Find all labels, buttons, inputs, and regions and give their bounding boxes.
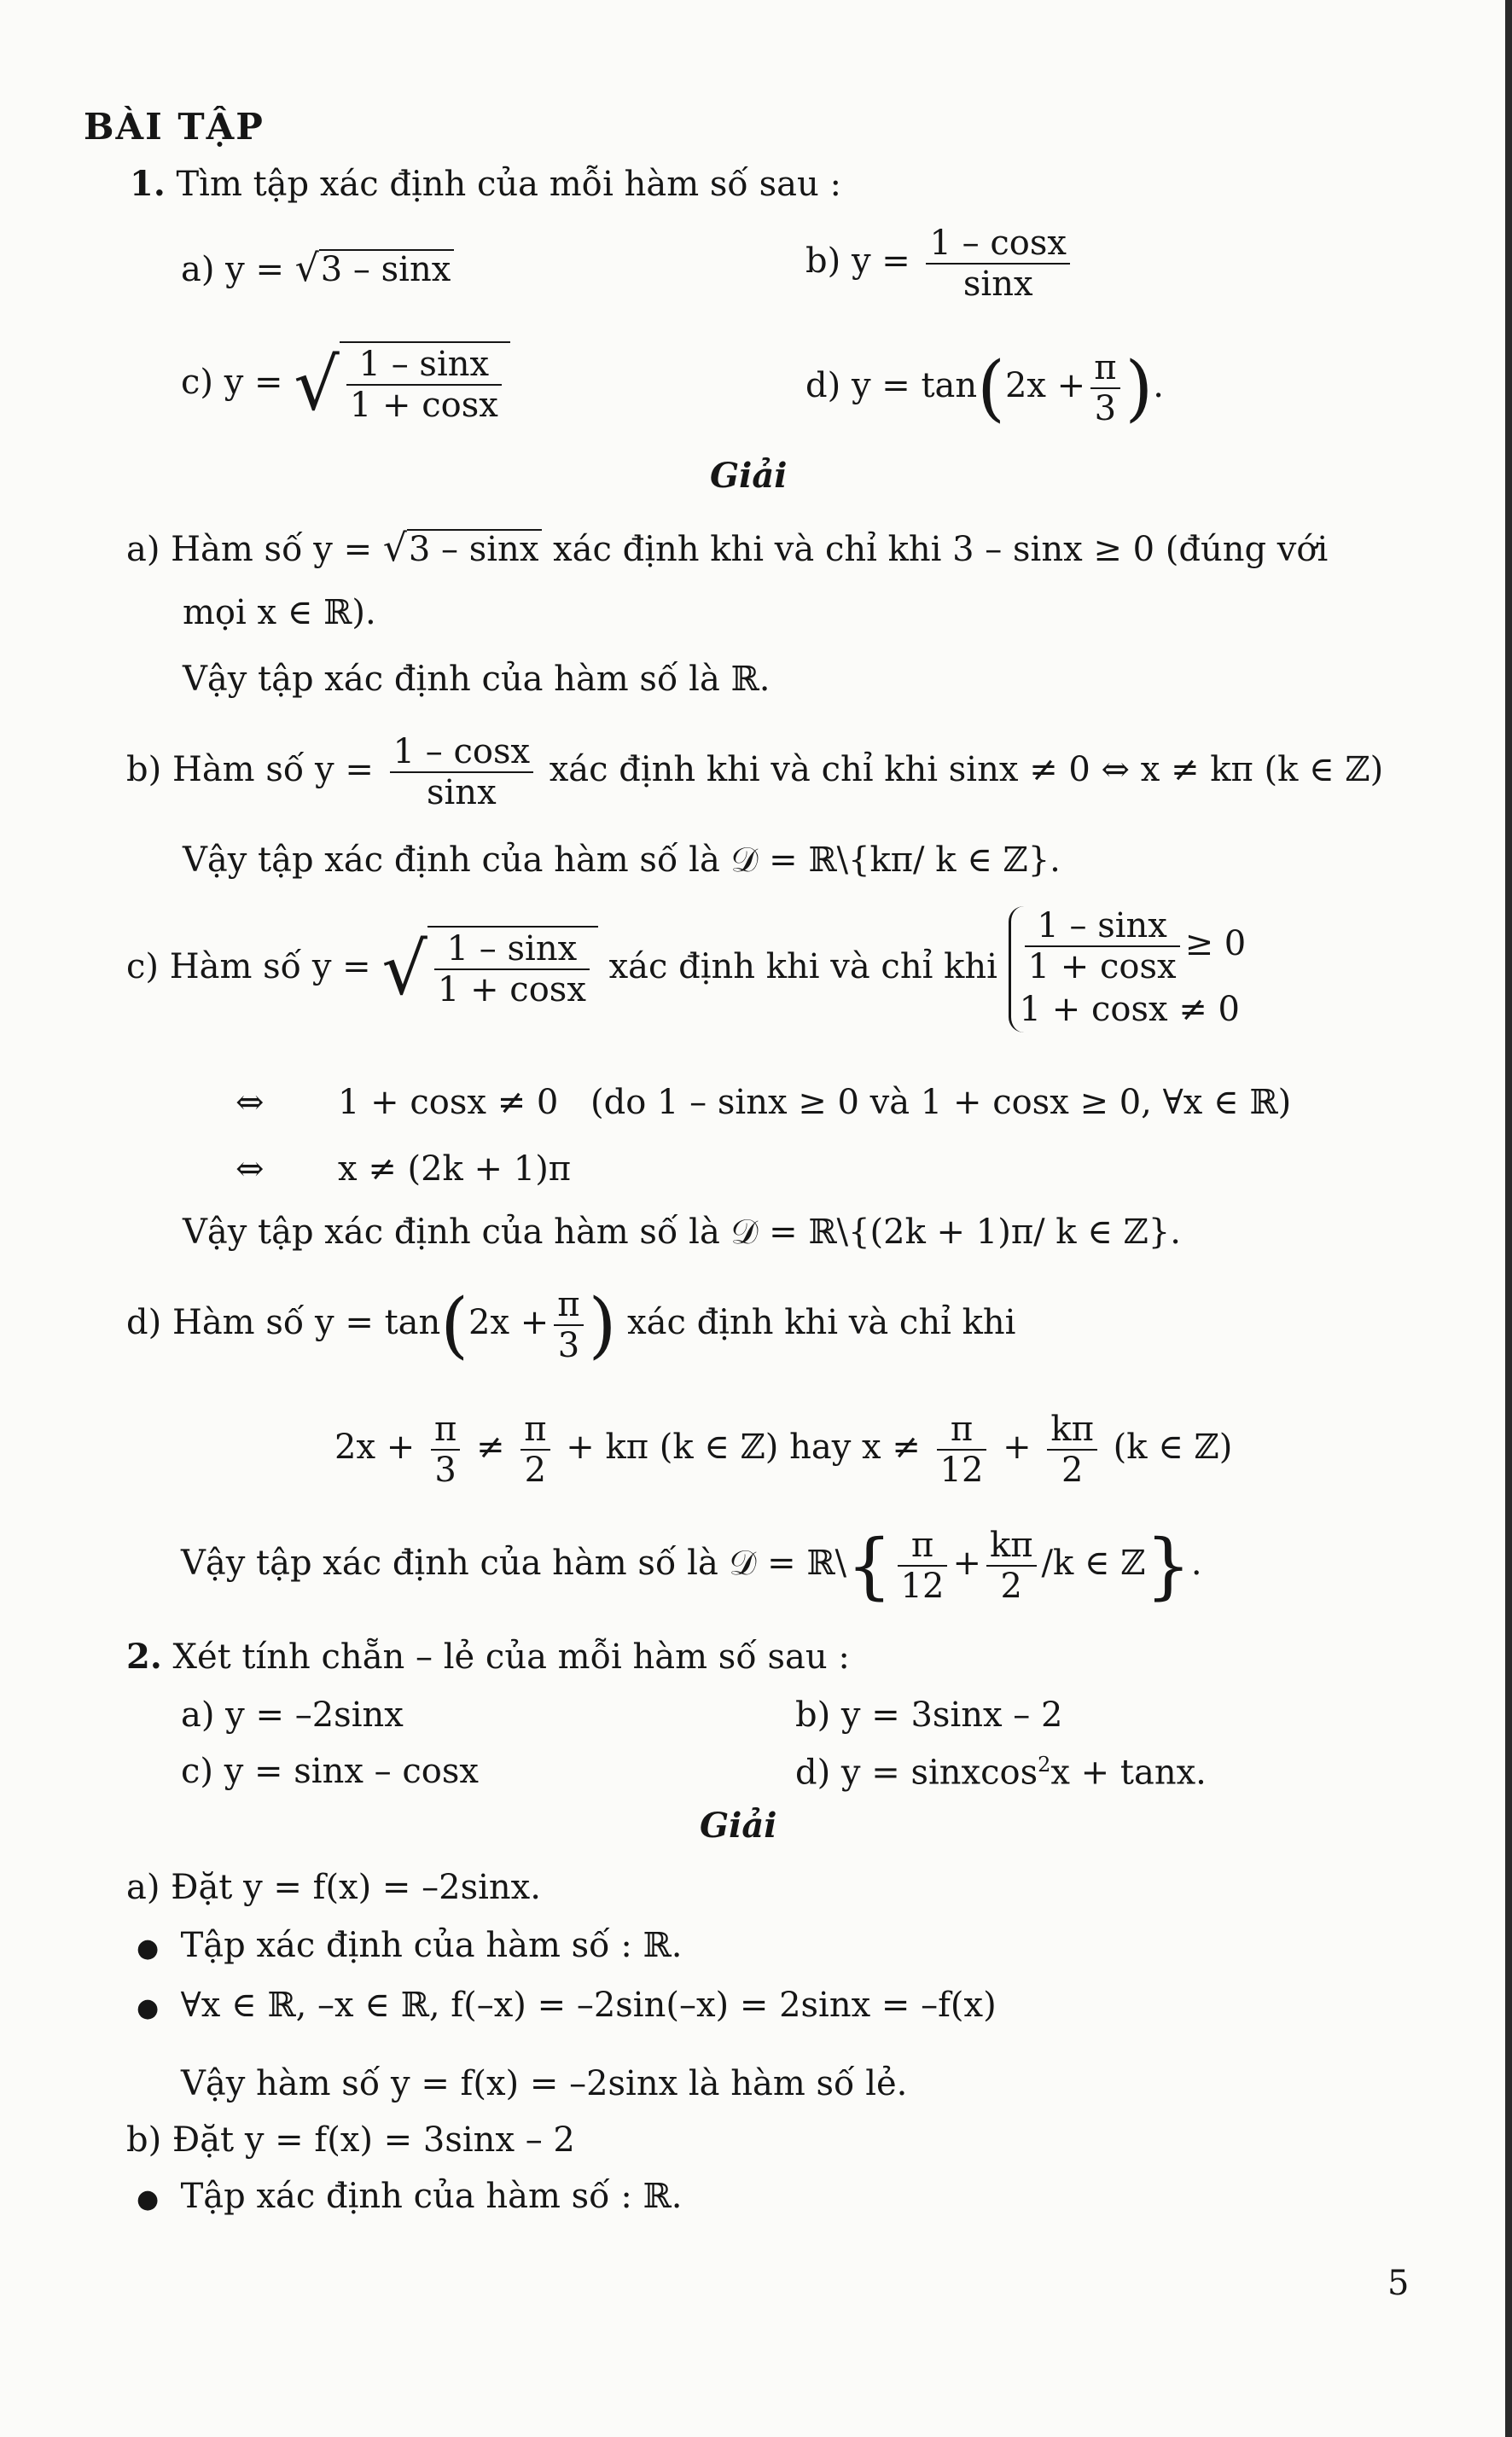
ex2-item-d <box>795 1753 1207 1793</box>
denominator: 2 <box>986 1565 1037 1606</box>
condition-system <box>1009 906 1247 1032</box>
ex1-item-b <box>805 224 1075 304</box>
sqrt-sign: √ <box>381 927 427 1011</box>
item-label: c) <box>181 363 214 402</box>
fraction <box>1025 906 1180 986</box>
radicand: 3 – sinx <box>319 249 455 287</box>
denominator: 1 + cosx <box>434 968 590 1009</box>
argument: 2x + <box>1004 366 1086 405</box>
sol2-a-bullet-1 <box>137 1928 682 1963</box>
sol1-c-equiv-1: 1 + cosx ≠ 0 <box>338 1083 559 1122</box>
radicand <box>427 926 598 1009</box>
sol2-b-head: b) Đặt y = f(x) = 3sinx – 2 <box>126 2120 575 2160</box>
sol1-c-line <box>126 906 1246 1032</box>
solution-2-heading: Giải <box>700 1806 777 1846</box>
lhs: y = <box>225 250 284 289</box>
denominator: sinx <box>390 771 533 812</box>
item-label: b) <box>805 241 841 281</box>
sol1-a-conclusion: Vậy tập xác định của hàm số là ℝ. <box>183 660 771 699</box>
fraction <box>431 1410 460 1490</box>
numerator: kπ <box>1050 1410 1094 1449</box>
fraction <box>434 929 590 1009</box>
radicand <box>340 341 510 425</box>
numerator: π <box>557 1285 580 1324</box>
denominator: 2 <box>520 1449 550 1490</box>
exercise-1-prompt <box>130 164 841 204</box>
text: + <box>1003 1428 1032 1467</box>
right-paren: ) <box>1125 346 1154 430</box>
sol1-b-conclusion: Vậy tập xác định của hàm số là 𝒟 = ℝ\{kπ/ k ∈ ℤ}. <box>183 840 1061 880</box>
denominator: 1 + cosx <box>1025 945 1180 986</box>
denominator: 3 <box>554 1324 583 1365</box>
ex2-item-a: a) y = –2sinx <box>181 1695 404 1735</box>
item-label: d) <box>126 1303 162 1342</box>
relation: ≠ <box>475 1428 505 1467</box>
sol2-a-bullet-2 <box>137 1986 997 2025</box>
numerator: 1 – cosx <box>393 732 531 771</box>
sol2-a-head: a) Đặt y = f(x) = –2sinx. <box>126 1868 541 1907</box>
ex1-item-c <box>181 341 510 425</box>
item-label: a) <box>181 250 215 289</box>
text: Vậy tập xác định của hàm số là 𝒟 = ℝ\ <box>181 1544 847 1583</box>
text: Tập xác định của hàm số : ℝ. <box>180 1926 683 1965</box>
numerator: π <box>433 1410 457 1449</box>
exercise-2-text: Xét tính chẵn – lẻ của mỗi hàm số sau : <box>172 1637 850 1677</box>
fraction <box>1047 1410 1097 1490</box>
sol1-a-line <box>126 526 1329 570</box>
denominator: 3 <box>1090 387 1119 428</box>
system-row-1 <box>1020 906 1247 986</box>
exercise-2-prompt <box>126 1637 850 1677</box>
fraction <box>346 345 502 425</box>
numerator: π <box>910 1526 934 1565</box>
fraction <box>520 1410 550 1490</box>
text: 2x + <box>334 1428 416 1467</box>
denominator: 2 <box>1047 1449 1097 1490</box>
fraction <box>937 1410 987 1490</box>
lhs: y = <box>224 363 283 402</box>
numerator: 1 – cosx <box>929 224 1067 263</box>
text: xác định khi và chỉ khi sinx ≠ 0 ⇔ x ≠ kπ (k ∈ ℤ) <box>549 750 1384 789</box>
text: Hàm số y = tan <box>172 1303 441 1342</box>
denominator: 1 + cosx <box>346 384 502 425</box>
bullet-icon: ● <box>137 1993 160 2023</box>
radicand: 3 – sinx <box>407 529 543 567</box>
sqrt-sign: √ <box>294 342 340 427</box>
sol1-c-equiv-2: x ≠ (2k + 1)π <box>338 1149 572 1189</box>
relation: ≥ 0 <box>1184 924 1247 963</box>
numerator: 1 – sinx <box>446 929 578 968</box>
text: /k ∈ ℤ <box>1041 1544 1146 1583</box>
section-title: BÀI TẬP <box>84 106 265 148</box>
numerator: kπ <box>989 1526 1033 1565</box>
sqrt-sign: √ <box>294 247 319 290</box>
exercise-1-number: 1. <box>130 164 166 204</box>
sol1-b-line <box>126 732 1383 812</box>
numerator: 1 – sinx <box>1037 906 1167 945</box>
denominator: sinx <box>926 263 1069 304</box>
text: x + tanx. <box>1050 1753 1207 1793</box>
sol1-d-conclusion <box>181 1523 1202 1608</box>
left-paren: ( <box>440 1282 469 1367</box>
fraction <box>986 1526 1037 1606</box>
fraction <box>898 1526 948 1606</box>
solution-1-heading: Giải <box>710 456 788 496</box>
fraction <box>554 1285 583 1365</box>
text: + <box>952 1544 981 1583</box>
ex1-item-d <box>805 348 1164 428</box>
numerator: π <box>1094 348 1117 387</box>
left-paren: ( <box>977 346 1005 430</box>
sol1-c-equiv-1-note: (do 1 – sinx ≥ 0 và 1 + cosx ≥ 0, ∀x ∈ ℝ) <box>590 1083 1292 1122</box>
numerator: π <box>524 1410 547 1449</box>
ex1-item-a <box>181 249 454 288</box>
lhs: y = tan <box>851 366 978 405</box>
denominator: 12 <box>937 1449 987 1490</box>
text: Hàm số y = <box>172 750 374 789</box>
text: Hàm số y = <box>169 947 371 986</box>
denominator: 12 <box>898 1565 948 1606</box>
fraction <box>926 224 1069 304</box>
sol1-c-arrow-1: ⇔ <box>236 1083 265 1122</box>
text: xác định khi và chỉ khi <box>608 947 997 986</box>
bullet-icon: ● <box>137 2184 160 2214</box>
ex2-item-c: c) y = sinx – cosx <box>181 1752 479 1791</box>
sol1-c-arrow-2: ⇔ <box>236 1149 265 1189</box>
text: xác định khi và chỉ khi 3 – sinx ≥ 0 (đúng với <box>553 530 1329 569</box>
sol1-d-line <box>126 1282 1016 1367</box>
text: xác định khi và chỉ khi <box>627 1303 1016 1342</box>
exercise-2-number: 2. <box>126 1637 162 1677</box>
ex2-item-b: b) y = 3sinx – 2 <box>795 1695 1063 1735</box>
item-label: c) <box>126 947 160 986</box>
sol2-a-conclusion: Vậy hàm số y = f(x) = –2sinx là hàm số lẻ. <box>181 2064 908 2103</box>
left-brace: { <box>846 1523 893 1608</box>
page-number: 5 <box>1387 2264 1410 2303</box>
item-label: d) <box>805 366 841 405</box>
lhs: y = <box>851 241 910 281</box>
sol2-b-bullet-1 <box>137 2177 683 2216</box>
sol1-a-continuation: mọi x ∈ ℝ). <box>183 593 376 632</box>
argument: 2x + <box>468 1303 550 1342</box>
sol1-d-condition <box>334 1410 1232 1490</box>
fraction <box>1090 348 1119 428</box>
text: Tập xác định của hàm số : ℝ. <box>180 2177 683 2216</box>
text: Hàm số y = <box>171 530 373 569</box>
item-label: a) <box>126 530 160 569</box>
system-row-2: 1 + cosx ≠ 0 <box>1019 990 1240 1029</box>
text: + kπ (k ∈ ℤ) hay x ≠ <box>566 1428 921 1467</box>
exponent: 2 <box>1038 1753 1051 1777</box>
right-brace: } <box>1145 1523 1191 1608</box>
text: d) y = sinxcos <box>795 1753 1038 1793</box>
exercise-1-text: Tìm tập xác định của mỗi hàm số sau : <box>176 165 841 204</box>
right-paren: ) <box>588 1282 617 1367</box>
numerator: π <box>950 1410 974 1449</box>
item-label: b) <box>126 750 162 789</box>
text: (k ∈ ℤ) <box>1113 1428 1233 1467</box>
period: . <box>1153 366 1164 405</box>
sqrt-sign: √ <box>382 526 407 570</box>
page-spine-edge <box>1505 0 1512 2437</box>
period: . <box>1190 1544 1202 1583</box>
denominator: 3 <box>431 1449 460 1490</box>
fraction <box>390 732 533 812</box>
bullet-icon: ● <box>137 1934 160 1963</box>
numerator: 1 – sinx <box>358 345 490 384</box>
text: ∀x ∈ ℝ, –x ∈ ℝ, f(–x) = –2sin(–x) = 2sinx = –f(x) <box>180 1986 997 2025</box>
sol1-c-conclusion: Vậy tập xác định của hàm số là 𝒟 = ℝ\{(2k + 1)π/ k ∈ ℤ}. <box>183 1213 1181 1252</box>
